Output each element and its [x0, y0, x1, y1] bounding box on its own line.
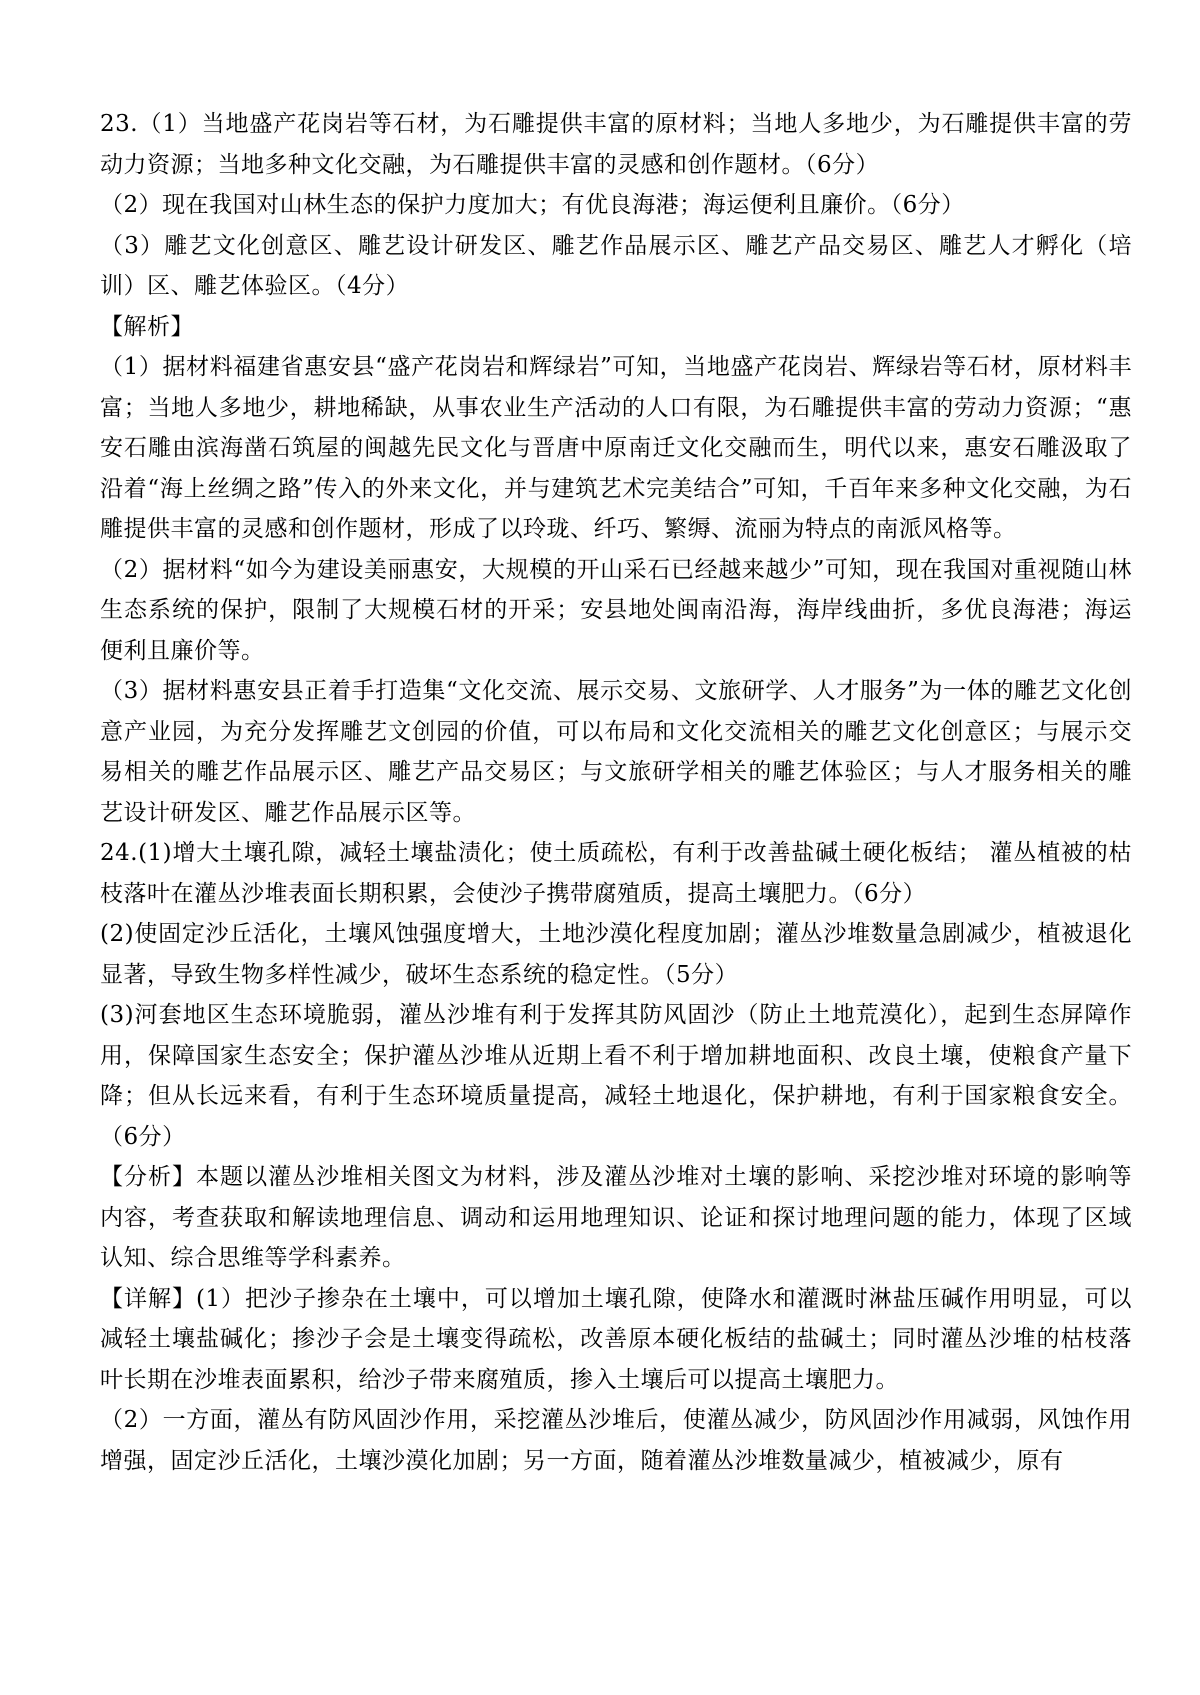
answer-23-part-1: 23.（1）当地盛产花岗岩等石材，为石雕提供丰富的原材料；当地人多地少，为石雕提供丰富的劳动力资源；当地多种文化交融，为石雕提供丰富的灵感和创作题材。（6分） [100, 111, 1132, 178]
answer-23-part-3: （3）雕艺文化创意区、雕艺设计研发区、雕艺作品展示区、雕艺产品交易区、雕艺人才孵化（培训）区、雕艺体验区。（4分） [100, 232, 1132, 299]
analysis-heading: 【解析】 [100, 313, 194, 340]
answer-24-part-2: (2)使固定沙丘活化，土壤风蚀强度增大，土地沙漠化程度加剧；灌丛沙堆数量急剧减少，植被退化显著，导致生物多样性减少，破坏生态系统的稳定性。（5分） [100, 921, 1132, 988]
analysis-23-part-3: （3）据材料惠安县正着手打造集“文化交流、展示交易、文旅研学、人才服务”为一体的雕艺文化创意产业园，为充分发挥雕艺文创园的价值，可以布局和文化交流相关的雕艺文化创意区；与展示交易相关的雕艺作品展示区、雕艺产品交易区；与文旅研学相关的雕艺体验区；与人才服务相关的雕艺设计研发区、雕艺作品展示区等。 [100, 678, 1132, 826]
detail-24-part-1: 【详解】(1）把沙子掺杂在土壤中，可以增加土壤孔隙，使降水和灌溉时淋盐压碱作用明显，可以减轻土壤盐碱化；掺沙子会是土壤变得疏松，改善原本硬化板结的盐碱土；同时灌丛沙堆的枯枝落叶长期在沙堆表面累积，给沙子带来腐殖质，掺入土壤后可以提高土壤肥力。 [100, 1285, 1132, 1393]
detail-24-part-2: （2）一方面，灌丛有防风固沙作用，采挖灌丛沙堆后，使灌丛减少，防风固沙作用减弱，风蚀作用增强，固定沙丘活化，土壤沙漠化加剧；另一方面，随着灌丛沙堆数量减少，植被减少，原有 [100, 1407, 1132, 1474]
analysis-23-part-1: （1）据材料福建省惠安县“盛产花岗岩和辉绿岩”可知，当地盛产花岗岩、辉绿岩等石材，原材料丰富；当地人多地少，耕地稀缺，从事农业生产活动的人口有限，为石雕提供丰富的劳动力资源；“惠安石雕由滨海凿石筑屋的闽越先民文化与晋唐中原南迁文化交融而生，明代以来，惠安石雕汲取了沿着“海上丝绸之路”传入的外来文化，并与建筑艺术完美结合”可知，千百年来多种文化交融，为石雕提供丰富的灵感和创作题材，形成了以玲珑、纤巧、繁缛、流丽为特点的南派风格等。 [100, 354, 1132, 542]
analysis-24-summary: 【分析】本题以灌丛沙堆相关图文为材料，涉及灌丛沙堆对土壤的影响、采挖沙堆对环境的影响等内容，考查获取和解读地理信息、调动和运用地理知识、论证和探讨地理问题的能力，体现了区域认知、综合思维等学科素养。 [100, 1164, 1132, 1271]
answer-24-part-1: 24.(1)增大土壤孔隙，减轻土壤盐渍化；使土质疏松，有利于改善盐碱土硬化板结； 灌丛植被的枯枝落叶在灌丛沙堆表面长期积累，会使沙子携带腐殖质，提高土壤肥力。（6分） [100, 840, 1132, 907]
answer-23-part-2: （2）现在我国对山林生态的保护力度加大；有优良海港；海运便利且廉价。（6分） [100, 192, 965, 218]
analysis-23-part-2: （2）据材料“如今为建设美丽惠安，大规模的开山采石已经越来越少”可知，现在我国对重视随山林生态系统的保护，限制了大规模石材的开采；安县地处闽南沿海，海岸线曲折，多优良海港；海运便利且廉价等。 [100, 556, 1132, 664]
answer-24-part-3: (3)河套地区生态环境脆弱，灌丛沙堆有利于发挥其防风固沙（防止土地荒漠化），起到生态屏障作用，保障国家生态安全；保护灌丛沙堆从近期上看不利于增加耕地面积、改良土壤，使粮食产量下降；但从长远来看，有利于生态环境质量提高，减轻土地退化，保护耕地，有利于国家粮食安全。（6分） [100, 1002, 1132, 1150]
